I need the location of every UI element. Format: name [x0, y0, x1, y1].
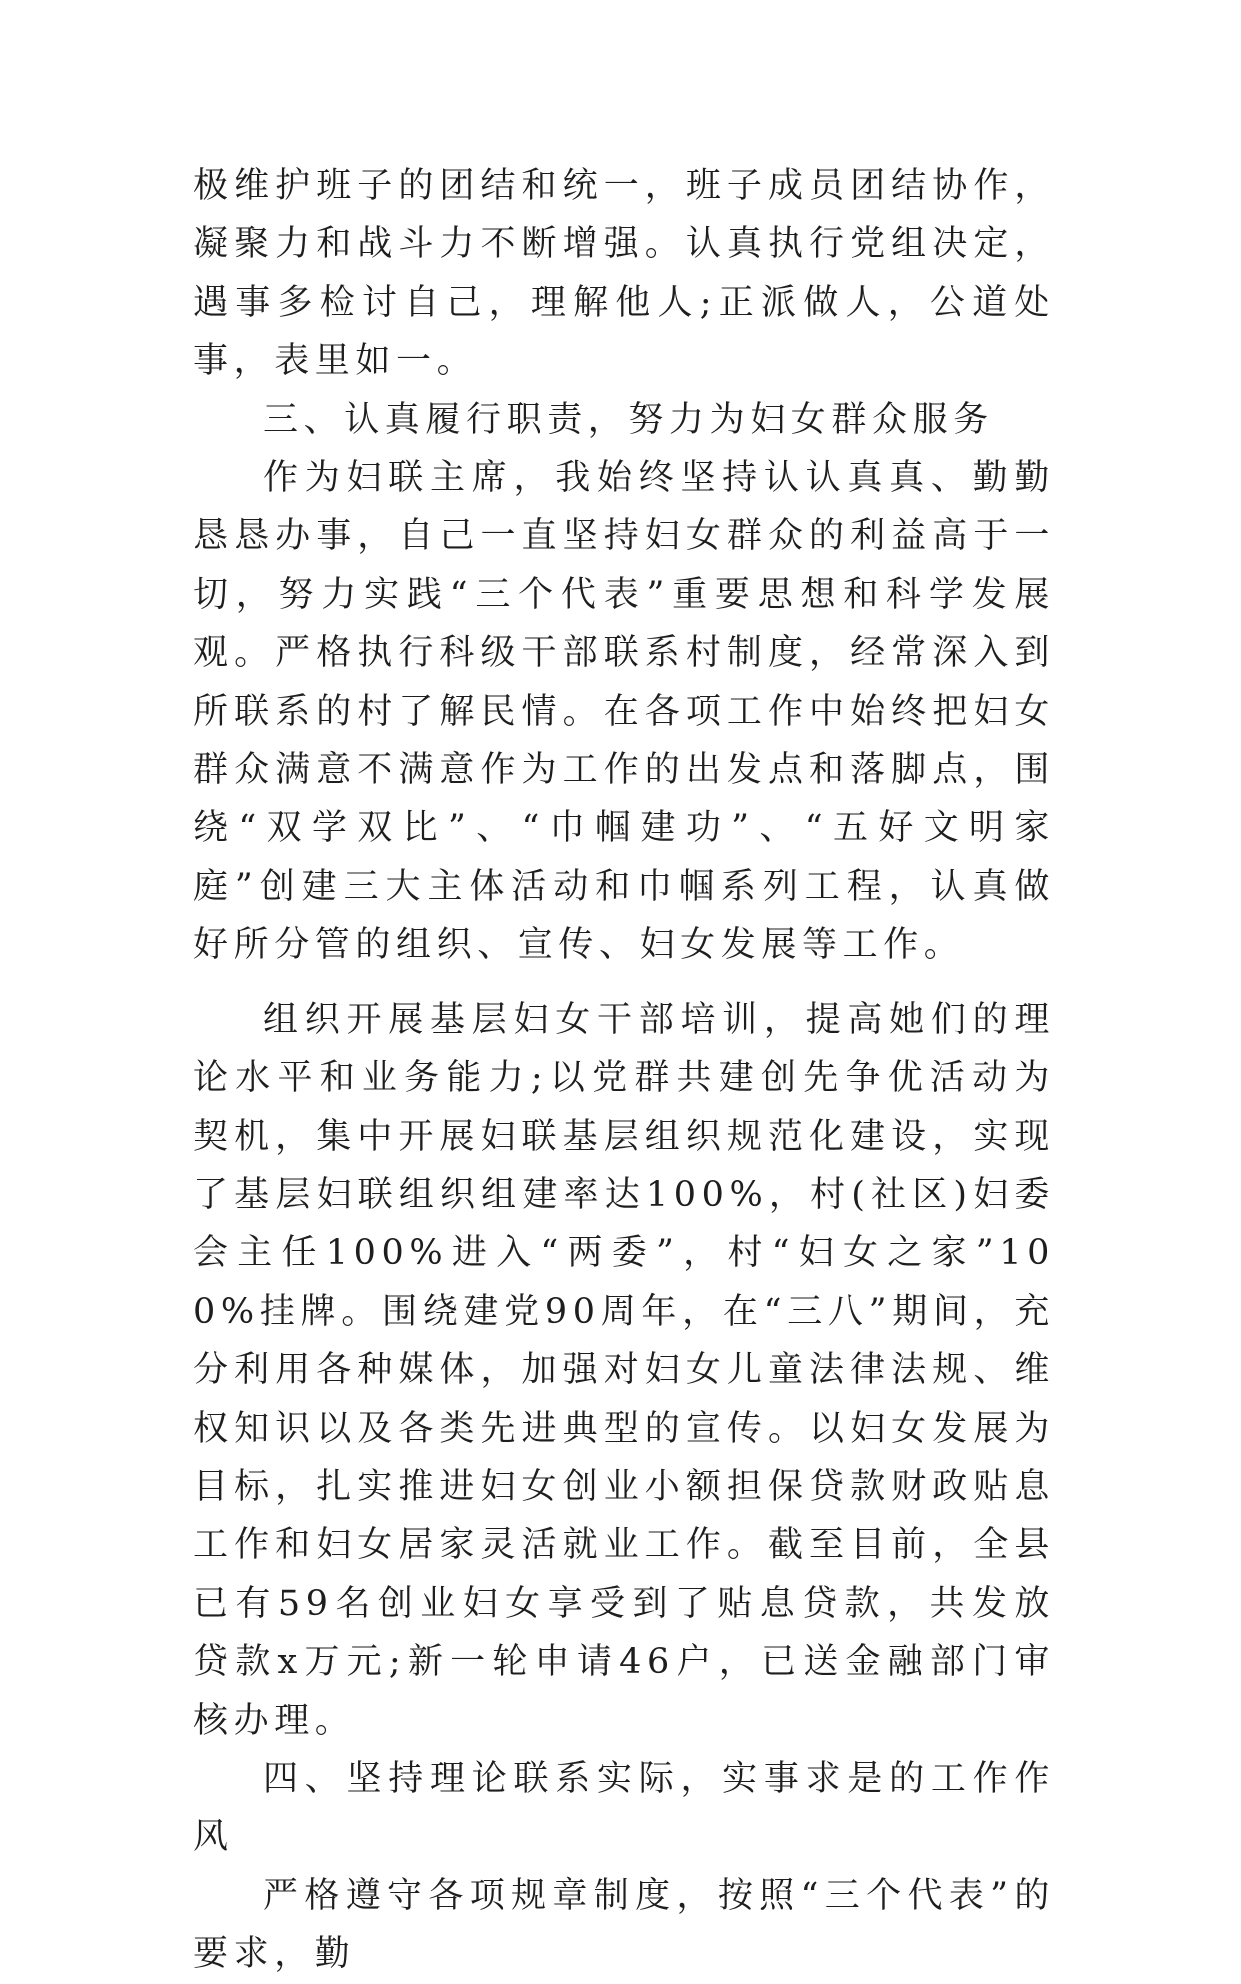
paragraph-duties: 作为妇联主席，我始终坚持认认真真、勤勤恳恳办事，自己一直坚持妇女群众的利益高于一切，努力实践“三个代表”重要思想和科学发展观。严格执行科级干部联系村制度，经常深入到所联系的村了解民情。在各项工作中始终把妇女群众满意不满意作为工作的出发点和落脚点，围绕“双学双比”、“巾帼建功”、“五好文明家庭”创建三大主体活动和巾帼系列工程，认真做好所分管的组织、宣传、妇女发展等工作。 [193, 458, 1055, 966]
paragraph-rules: 严格遵守各项规章制度，按照“三个代表”的要求，勤 [193, 1875, 1055, 1975]
section-heading-4: 四、坚持理论联系实际，实事求是的工作作风 [193, 1758, 1055, 1858]
document-body [193, 157, 1055, 1984]
paragraph-continuation: 极维护班子的团结和统一，班子成员团结协作，凝聚力和战斗力不断增强。认真执行党组决定，遇事多检讨自己，理解他人;正派做人，公道处事，表里如一。 [193, 166, 1055, 382]
paragraph-training: 组织开展基层妇女干部培训，提高她们的理论水平和业务能力;以党群共建创先争优活动为契机，集中开展妇联基层组织规范化建设，实现了基层妇联组织组建率达100%，村(社区)妇委会主任100%进入“两委”，村“妇女之家”100%挂牌。围绕建党90周年，在“三八”期间，充分利用各种媒体，加强对妇女儿童法律法规、维权知识以及各类先进典型的宣传。以妇女发展为目标，扎实推进妇女创业小额担保贷款财政贴息工作和妇女居家灵活就业工作。截至目前，全县已有59名创业妇女享受到了贴息贷款，共发放贷款x万元;新一轮申请46户，已送金融部门审核办理。 [193, 999, 1055, 1741]
section-heading-3: 三、认真履行职责，努力为妇女群众服务 [263, 399, 994, 440]
